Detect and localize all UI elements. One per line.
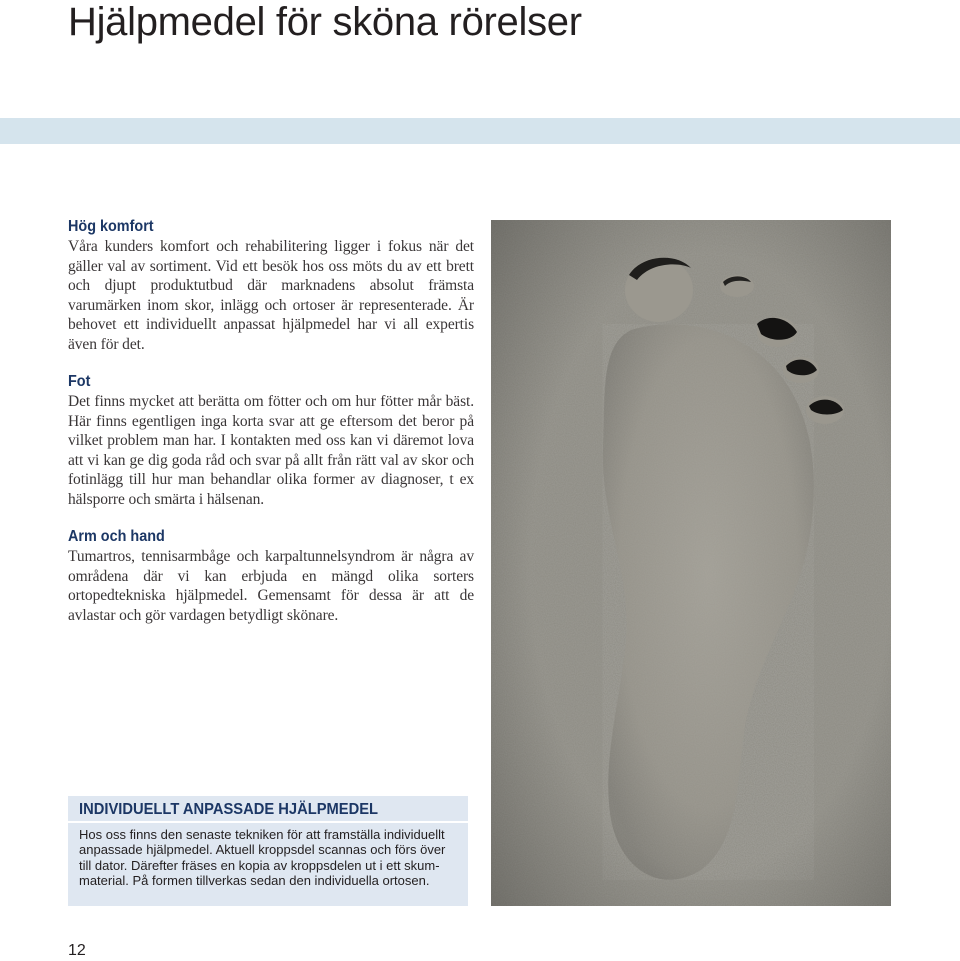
decorative-band — [0, 118, 960, 144]
page-number: 12 — [68, 942, 86, 959]
section-body: Det finns mycket att berätta om fötter och om hur fötter mår bäst. Här finns egentligen inga korta svar att ge eftersom det beror på vilket problem man har. I kontakten med oss kan vi däremot lova att vi kan ge dig goda råd och svar på allt från rätt val av skor och fotinlägg till hur man behandlar olika former av diagnoser, t ex hälsporre och smärta i hälsenan. — [68, 393, 474, 508]
section-body: Våra kunders komfort och rehabilitering ligger i fokus när det gäller val av sortiment. Vid ett besök hos oss möts du av ett brett och djupt produktutbud där marknadens absolut främsta varumärken inom skor, inlägg och ortoser är representerade. Är behovet ett individuellt anpassat hjälpmedel har vi all expertis även för det. — [68, 238, 474, 353]
footprint-in-sand-icon — [491, 220, 891, 906]
section-heading: Fot — [68, 373, 91, 390]
footprint-photo — [491, 220, 891, 906]
info-box-title: INDIVIDUELLT ANPASSADE HJÄLPMEDEL — [79, 801, 379, 818]
section-arm-och-hand — [68, 527, 474, 625]
section-hog-komfort — [68, 217, 474, 355]
section-heading: Arm och hand — [68, 528, 165, 545]
info-box — [68, 796, 468, 906]
info-box-text: Hos oss finns den senaste tekniken för att framställa individuellt anpassade hjälpmedel. Aktuell kroppsdel scannas och förs över till dator. Därefter fräses en kopia av kroppsdelen ut i ett skum- material. På formen tillverkas sedan den individuella ortosen. — [79, 827, 446, 888]
info-box-divider — [68, 821, 468, 823]
section-body: Tumartros, tennisarmbåge och karpaltunnelsyndrom är några av områdena där vi kan erbjuda en mängd olika sorters ortopedtekniska hjälpmedel. Gemensamt för dessa är att de avlastar och gör vardagen betydligt skönare. — [68, 548, 474, 624]
section-heading: Hög komfort — [68, 218, 154, 235]
section-fot — [68, 372, 474, 510]
page-title: Hjälpmedel för sköna rörelser — [68, 0, 582, 44]
